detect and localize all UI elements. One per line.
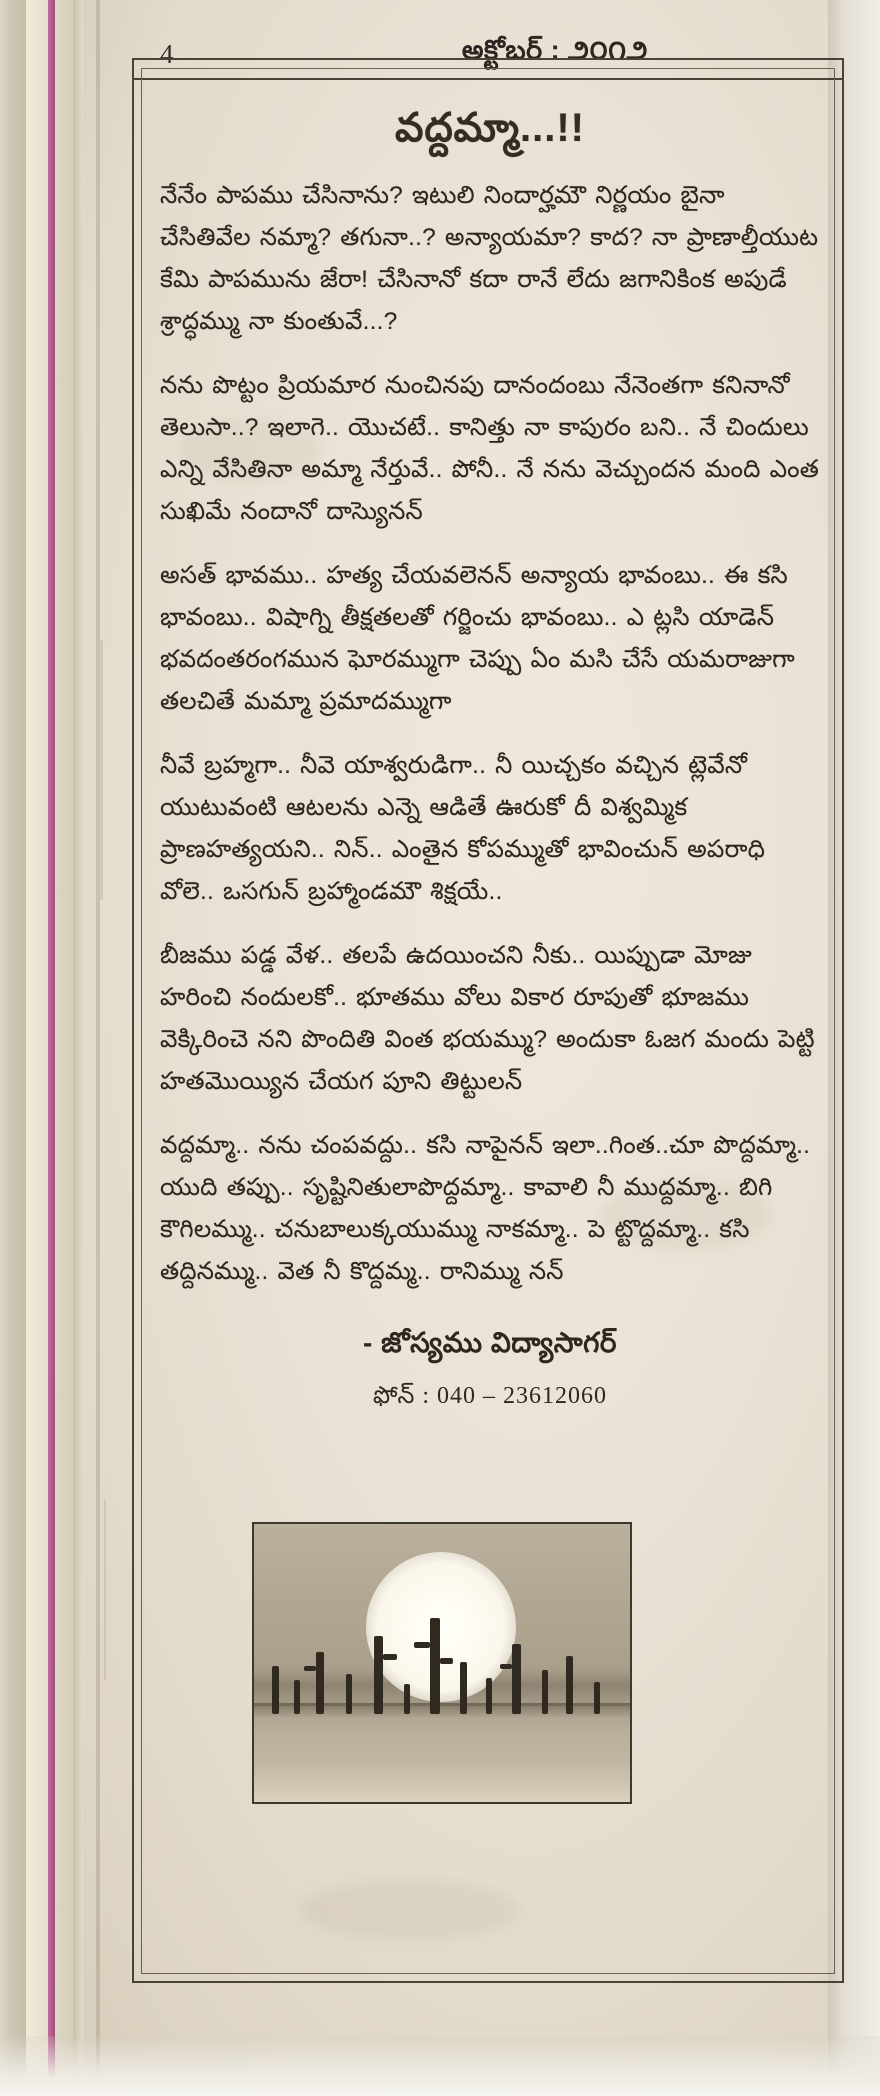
page-number: 4 [160, 38, 174, 69]
cactus-silhouette [374, 1636, 383, 1714]
cactus-silhouette [430, 1618, 440, 1714]
page-edge [73, 0, 83, 2096]
cactus-silhouette [272, 1666, 279, 1714]
cactus-arm [440, 1658, 453, 1664]
article-paragraph: నీవే బ్రహ్మగా.. నీవె యాశ్వరుడిగా.. నీ యిచ్చకం వచ్చిన ట్లెవేనో యుటువంటి ఆటలను ఎన్నె ఆడితే ఊరుకో దీ విశ్వమ్మిక ప్రాణహత్యయని.. నిన్.. ఎంతైన కోపమ్ముతో భావించున్ అపరాధి వోలె.. ఒసగున్ బ్రహ్మాండమౌ శిక్షయే.. [160, 752, 766, 905]
cactus-silhouette [316, 1652, 324, 1714]
cactus-silhouette [404, 1684, 410, 1714]
article-title: వద్దమ్మా...!! [395, 106, 585, 150]
desk-bottom-margin [0, 2036, 880, 2096]
page-fold-line [96, 0, 100, 2096]
cactus-arm [500, 1664, 512, 1669]
binding-shadow [0, 0, 26, 2096]
binding-gap [55, 0, 73, 2096]
cactus-arm [304, 1666, 316, 1671]
article-paragraph: నను పొట్టం ప్రియమార నుంచినపు దానందంబు నేనెంతగా కనినానో తెలుసా..? ఇలాగె.. యెుచటే.. కానిత్తు నా కాపురం బని.. నే చిందులు ఎన్ని వేసితినా అమ్మా నేర్తువే.. పోనీ.. నే నను వెచ్చుందన మంది ఎంత సుఖిమే నందానో దాస్యెునన్ [160, 372, 819, 525]
cactus-silhouette [594, 1682, 600, 1714]
cactus-silhouette [460, 1662, 467, 1714]
cactus-silhouette [512, 1644, 521, 1714]
article-paragraph: బీజము పడ్డ వేళ.. తలపే ఉదయించని నీకు.. యిప్పుడా మోజు హరించి నందులకో.. భూతము వోలు వికార రూపుతో భూజము వెక్కిరించె నని పొందితి వింత భయమ్ము? అందుకా ఓజగ మందు పెట్టి హతమొయ్యిన చేయగ పూని తిట్టులన్ [160, 942, 815, 1095]
article-body [160, 96, 820, 1415]
issue-date: అక్టోబర్ : ౨౦౧౨ [461, 35, 648, 65]
article-paragraph: నేనేం పాపము చేసినాను? ఇటులి నిందార్హమౌ నిర్ణయం బైనా చేసితివేల నమ్మా? తగునా..? అన్యాయమా? కాద? నా ప్రాణాల్తీయుట కేమి పాపమును జేరా! చేసినానో కదా రానే లేదు జగానికింక అపుడే శ్రాద్ధమ్ము నా కుంతువే...? [160, 182, 819, 335]
cactus-silhouette [486, 1678, 492, 1714]
sun-shape [366, 1552, 516, 1702]
cactus-silhouette [542, 1670, 548, 1714]
binding-pale-strip [26, 0, 48, 2096]
paper-crease [104, 1500, 106, 1680]
cactus-arm [414, 1642, 430, 1648]
cactus-silhouette [346, 1674, 352, 1714]
cactus-arm [383, 1654, 397, 1660]
article-paragraph: వద్దమ్మా.. నను చంపవద్దు.. కసి నాపైనన్ ఇలా..గింత..చూ పొద్దమ్మా.. యుది తప్పు.. సృష్టినితులాపొద్దమ్మా.. కావాలి నీ ముద్దమ్మా.. బిగి కౌగిలమ్ము.. చనుబాలుక్కయుమ్ము నాకమ్మా.. పె ట్టొద్దమ్మా.. కసి తద్దినమ్ము.. వెత నీ కొద్దమ్మ.. రానిమ్ము నన్ [160, 1132, 811, 1285]
desert-sunset-photo [252, 1522, 632, 1804]
contact-phone: ఫోన్ : 040 – 23612060 [372, 1383, 608, 1409]
article-paragraph: అసత్ భావము.. హత్య చేయవలెనన్ అన్యాయ భావంబు.. ఈ కసి భావంబు.. విషాగ్ని తీక్షతలతో గర్జించు భావంబు.. ఎ ట్లసి యాడెన్ భవదంతరంగమున ఘోరమ్ముగా చెప్పు ఏం మసి చేసే యమరాజుగా తలచితే మమ్మా ప్రమాదమ్ముగా [160, 562, 795, 715]
paper-crease [100, 640, 103, 900]
cactus-silhouette [566, 1656, 573, 1714]
cactus-silhouette [294, 1680, 300, 1714]
ground-area [254, 1706, 630, 1802]
binding-magenta-strip [48, 0, 55, 2096]
author-byline: - జోస్యము విద్యాసాగర్ [363, 1327, 617, 1358]
photo-image [254, 1524, 630, 1802]
